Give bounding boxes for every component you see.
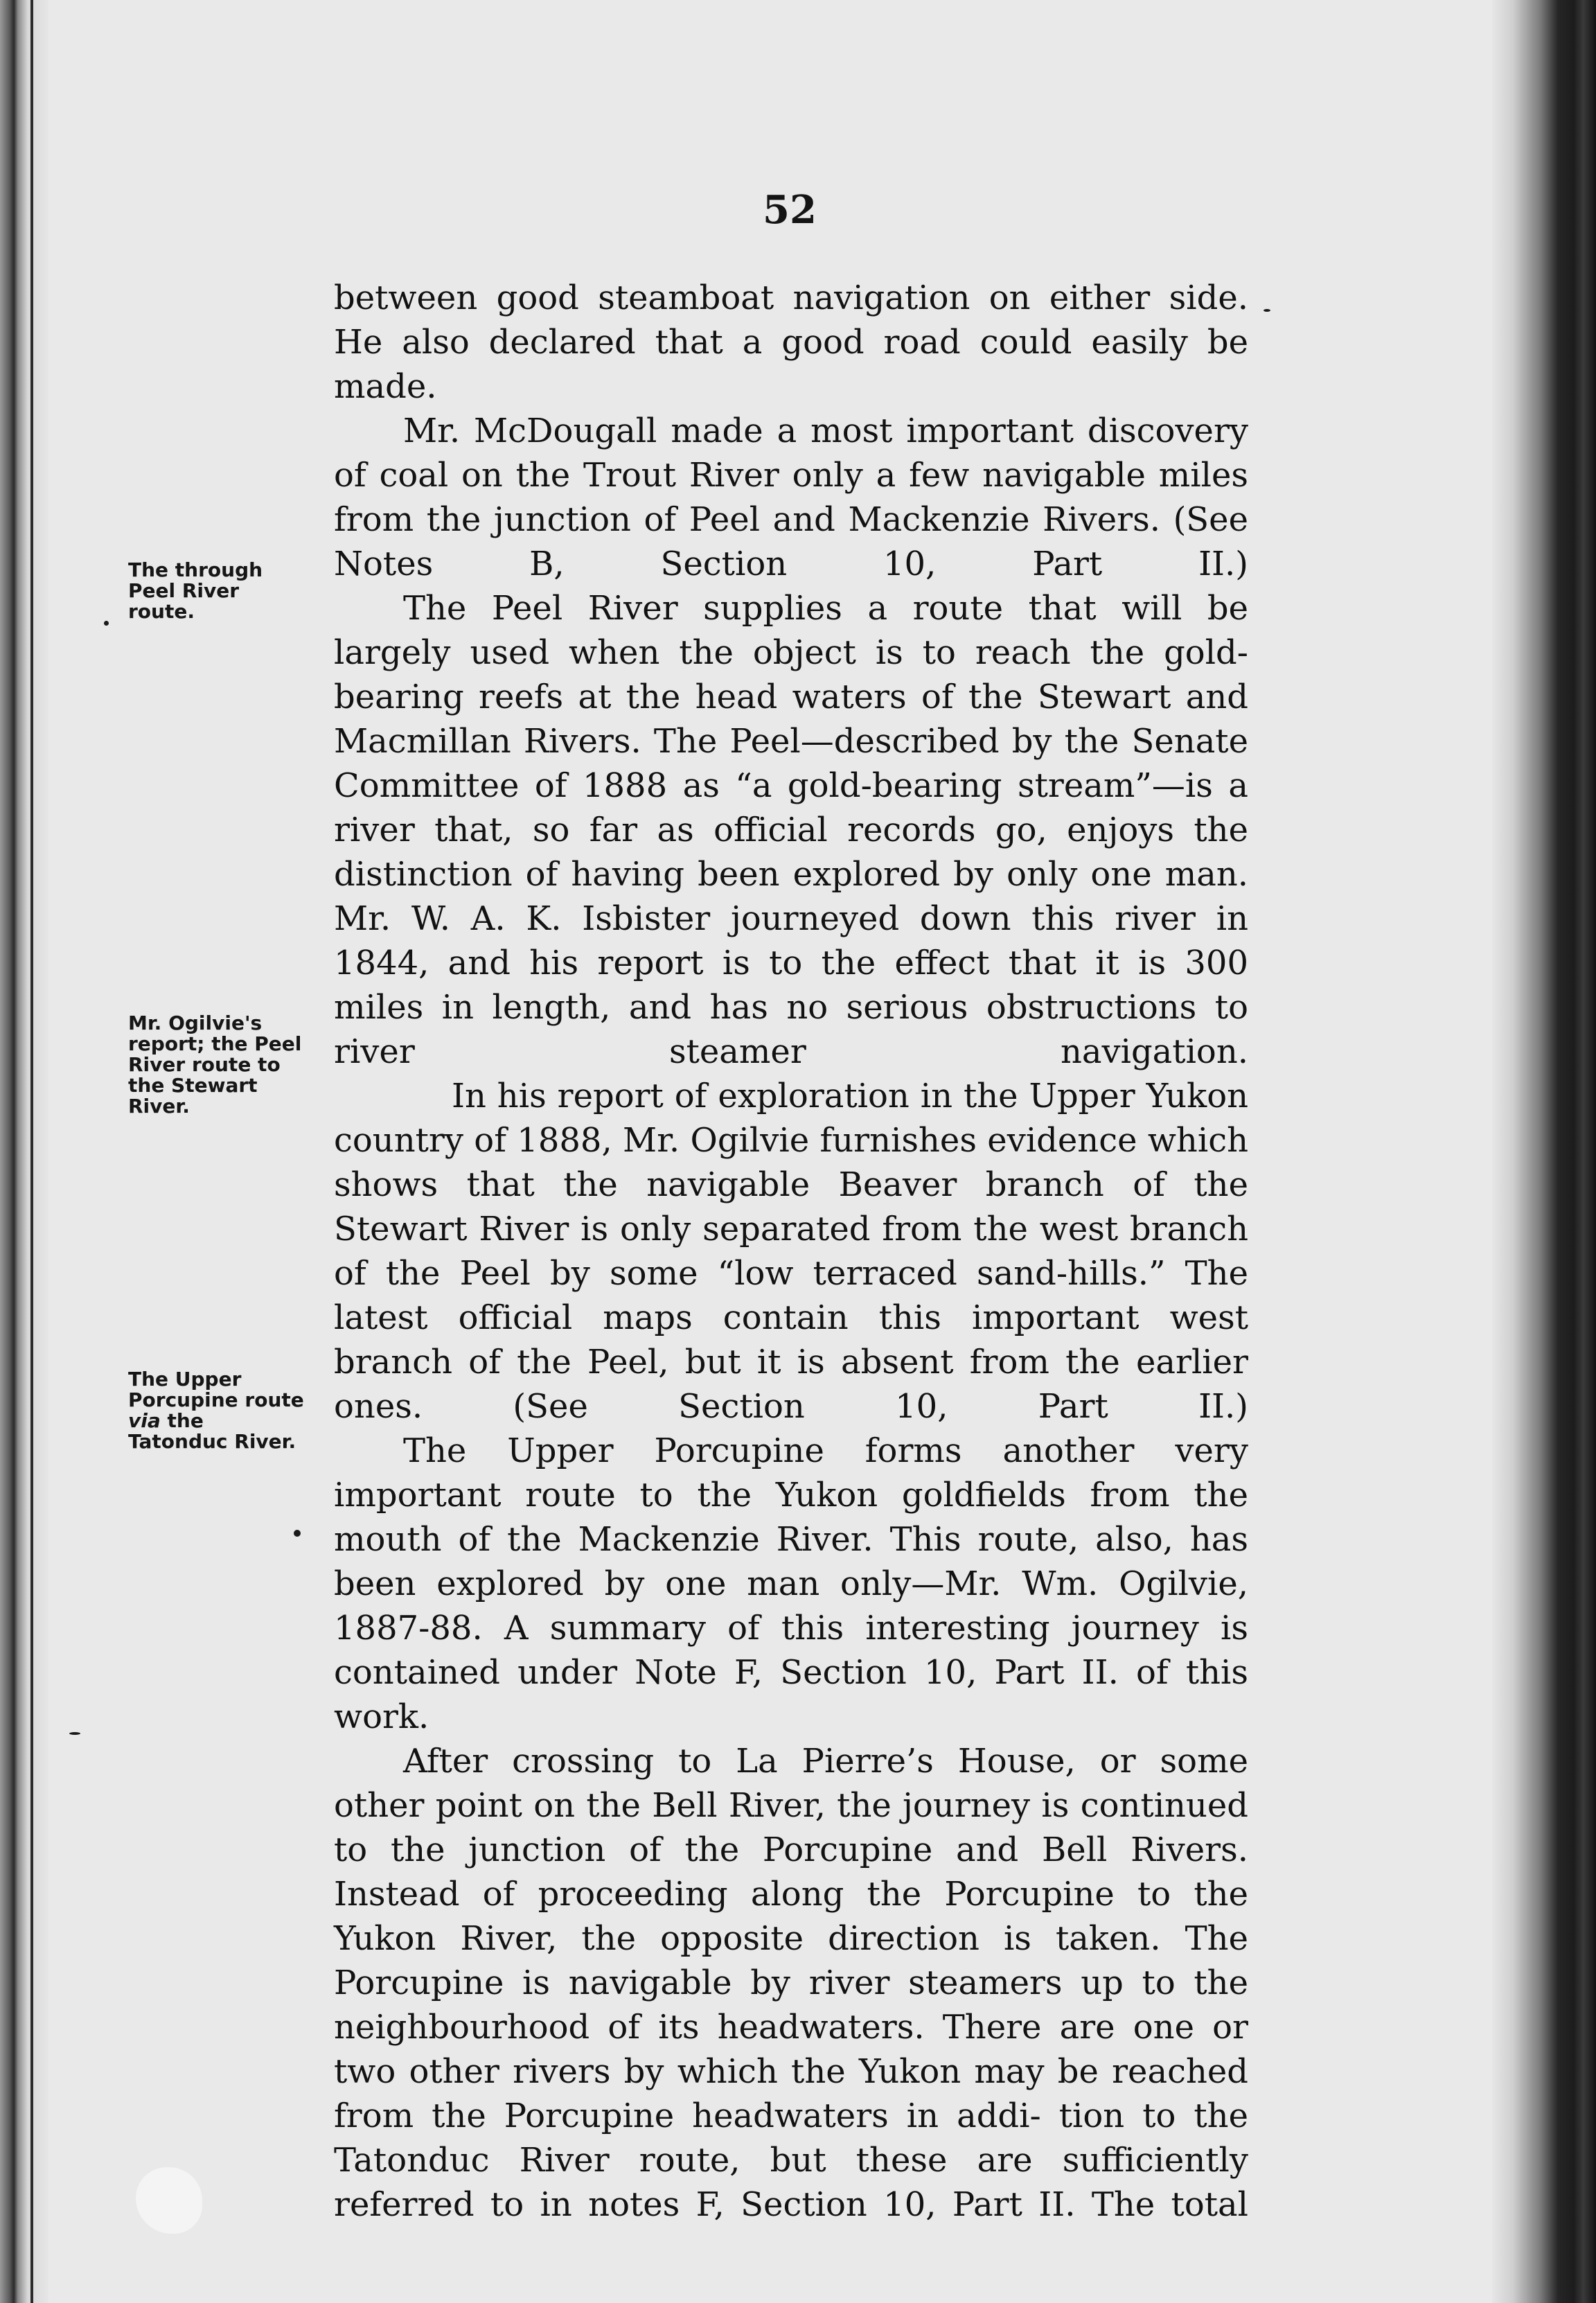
page-edge-right — [1492, 0, 1596, 2303]
paragraph-2: Mr. McDougall made a most important discovery of coal on the Trout River only a few navigable miles from the junction of Peel and Mackenzie Rivers. (See Notes B, Section 10, Part II.) — [334, 412, 1248, 583]
scan-speck — [69, 1732, 80, 1735]
paragraph-4: In his report of exploration in the Upper Yukon country of 1888, Mr. Ogilvie furnishes evidence which shows that the navigable Beaver branch of the Stewart River is only separated from the west branch of the Peel by some “low terraced sand-hills.” The latest official maps contain this important west branch of the Peel, but it is absent from the earlier ones. (See Section 10, Part II.) — [334, 1077, 1248, 1426]
scan-speck — [104, 621, 109, 626]
scan-speck — [1264, 309, 1270, 312]
paragraph-6: After crossing to La Pierre’s House, or some other point on the Bell River, the journey is continued to the junction of the Porcupine and Bell Rivers. Instead of proceeding along the Porcupine to the Yukon River, the opposite direction is taken. The Porcupine is navigable by river steamers up to the neighbourhood of its headwaters. There are one or two other rivers by which the Yukon may be reached from the Porcupine headwaters in addi- tion to the Tatonduc River route, but these are sufficiently referred to in notes F, Section 10, Part II. The total — [334, 1742, 1248, 2224]
paragraph-3: The Peel River supplies a route that will be largely used when the object is to reach the gold-bearing reefs at the head waters of the Stewart and Macmillan Rivers. The Peel—described by the Senate Committee of 1888 as “a gold-bearing stream”—is a river that, so far as official records go, enjoys the distinction of having been explored by only one man. Mr. W. A. K. Isbister journeyed down this river in 1844, and his report is to the effect that it is 300 miles in length, and has no serious obstructions to river steamer navigation. — [334, 589, 1248, 1071]
margin-note-ogilvie-report: Mr. Ogilvie's report; the Peel River route to the Stewart River. — [128, 1012, 302, 1118]
paragraph-1: between good steamboat navigation on either side. He also declared that a good road could easily be made. — [334, 279, 1248, 406]
scan-speck — [294, 1530, 301, 1537]
page-number: 52 — [763, 187, 817, 233]
margin-note-peel-route: The through Peel River route. — [128, 558, 263, 623]
body-text — [334, 276, 1248, 2227]
margin-note-porcupine-route: The Upper Porcupine route via the Tatonduc River. — [128, 1368, 304, 1453]
book-gutter-left — [0, 0, 48, 2303]
paragraph-5: The Upper Porcupine forms another very important route to the Yukon goldfields from the mouth of the Mackenzie River. This route, also, has been explored by one man only—Mr. Wm. Ogilvie, 1887-88. A summary of this interesting journey is contained under Note F, Section 10, Part II. of this work. — [334, 1431, 1248, 1736]
paper-blemish — [136, 2167, 202, 2234]
gutter-line — [30, 0, 33, 2303]
